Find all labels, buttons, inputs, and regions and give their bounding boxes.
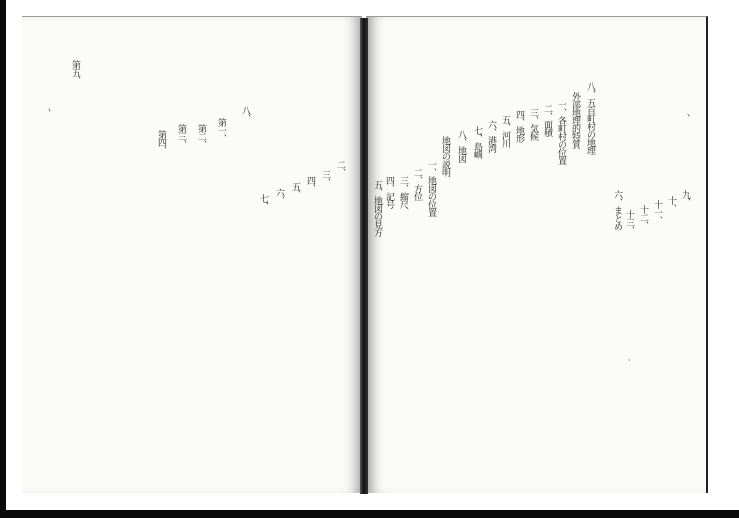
text-column: 二、面積 <box>542 104 552 136</box>
text-column: 七、 <box>258 194 268 210</box>
text-column: 十三、 <box>624 210 634 234</box>
text-column: 第五、 <box>70 60 80 84</box>
text-column: 四、 <box>305 176 315 192</box>
book-gutter <box>360 18 368 494</box>
text-column: 五、 <box>290 182 300 198</box>
text-column: 十一、 <box>652 200 662 224</box>
text-column: 第四、 <box>156 130 166 154</box>
text-column: 外部地理的特質 <box>570 92 580 148</box>
text-column: 八、五百町村の地理 <box>585 82 595 154</box>
scan-speck: · <box>628 356 631 365</box>
text-column: 一、各町村の位置 <box>556 100 566 164</box>
text-column: 六、港湾 <box>486 120 496 152</box>
text-column: 八、 <box>240 106 250 122</box>
text-column: 地図の説明 <box>440 136 450 176</box>
text-column: 八、地図 <box>456 130 466 162</box>
text-column: 四、記号 <box>384 176 394 208</box>
text-column: 三、縮尺 <box>398 176 408 208</box>
left-page <box>22 16 362 493</box>
text-column: 第二、 <box>196 124 206 148</box>
text-column: 六、 <box>274 188 284 204</box>
scan-speck: ヽ <box>45 106 53 115</box>
right-page <box>366 16 708 493</box>
text-column: 六、まとめ <box>612 190 622 230</box>
text-column: 七、島嶼 <box>472 126 482 158</box>
text-column: 十二、 <box>638 205 648 229</box>
text-column: 三、気候 <box>528 108 538 140</box>
text-column: 十、 <box>666 196 676 212</box>
text-column: 一、地図の位置 <box>426 160 436 216</box>
text-column: 四、地形 <box>514 110 524 142</box>
text-column: 九、 <box>680 190 690 206</box>
text-column: 二、方位 <box>412 168 422 200</box>
text-column: 五、地図の見方 <box>372 180 382 236</box>
text-column: 二、 <box>335 160 345 176</box>
text-column: 三、 <box>320 170 330 186</box>
text-column: 第一、 <box>216 118 226 142</box>
text-column: 五、河川 <box>500 115 510 147</box>
scan-speck: ヽ <box>684 111 692 120</box>
text-column: 第三、 <box>176 124 186 148</box>
